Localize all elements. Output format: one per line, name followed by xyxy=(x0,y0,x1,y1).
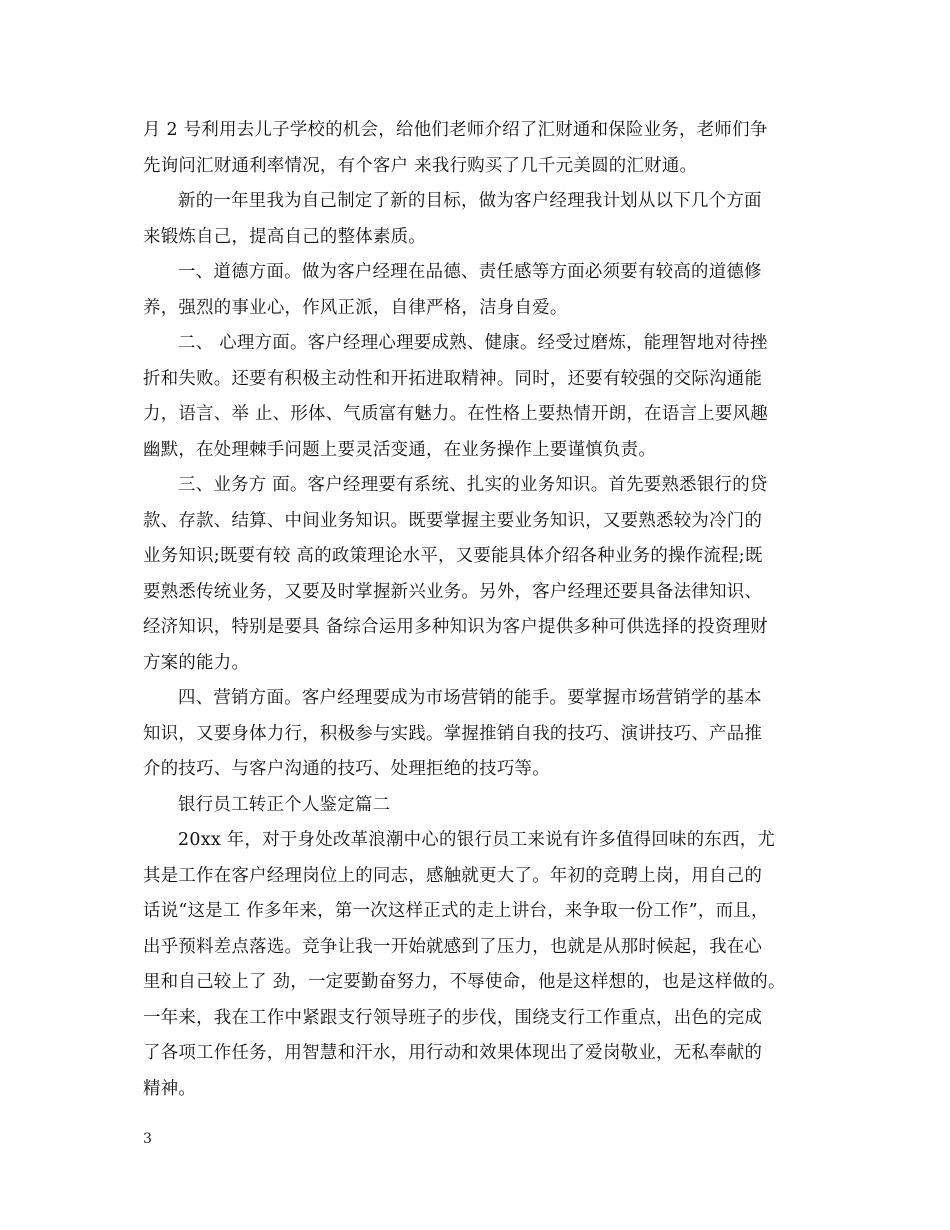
text-line: 月 2 号利用去儿子学校的机会，给他们老师介绍了汇财通和保险业务，老师们争 xyxy=(143,120,768,140)
text-line: 要熟悉传统业务，又要及时掌握新兴业务。另外，客户经理还要具备法律知识、 xyxy=(143,581,763,602)
text-line: 四、营销方面。客户经理要成为市场营销的能手。要掌握市场营销学的基本 xyxy=(178,688,762,708)
text-line: 先询问汇财通利率情况，有个客户 来我行购买了几千元美圆的汇财通。 xyxy=(143,155,698,176)
text-line: 话说“这是工 作多年来，第一次这样正式的走上讲台，来争取一份工作”，而且， xyxy=(143,901,769,921)
text-line: 里和自己较上了 劲，一定要勤奋努力，不辱使命，他是这样想的，也是这样做的。 xyxy=(143,972,786,992)
text-line: 出乎预料差点落选。竞争让我一开始就感到了压力，也就是从那时候起，我在心 xyxy=(143,936,763,957)
text-line: 银行员工转正个人鉴定篇二 xyxy=(178,794,391,815)
text-line: 一、道德方面。做为客户经理在品德、责任感等方面必须要有较高的道德修 xyxy=(178,262,762,282)
text-line: 折和失败。还要有积极主动性和开拓进取精神。同时，还要有较强的交际沟通能 xyxy=(143,368,763,389)
text-line: 力，语言、举 止、形体、气质富有魅力。在性格上要热情开朗，在语言上要风趣 xyxy=(143,404,769,424)
text-line: 养，强烈的事业心，作风正派，自律严格，洁身自爱。 xyxy=(143,297,568,318)
page-number: 3 xyxy=(143,1131,152,1147)
text-line: 来锻炼自己，提高自己的整体素质。 xyxy=(143,226,427,247)
text-line: 三、业务方 面。客户经理要有系统、扎实的业务知识。首先要熟悉银行的贷 xyxy=(178,475,768,495)
text-line: 款、存款、结算、中间业务知识。既要掌握主要业务知识，又要熟悉较为冷门的 xyxy=(143,510,763,531)
text-line: 20xx 年，对于身处改革浪潮中心的银行员工来说有许多值得回味的东西，尤 xyxy=(178,830,776,850)
text-line: 幽默，在处理棘手问题上要灵活变通，在业务操作上要谨慎负责。 xyxy=(143,439,657,460)
text-line: 经济知识，特别是要具 备综合运用多种知识为客户提供多种可供选择的投资理财 xyxy=(143,617,769,637)
text-line: 其是工作在客户经理岗位上的同志，感触就更大了。年初的竞聘上岗，用自己的 xyxy=(143,865,763,886)
text-line: 新的一年里我为自己制定了新的目标，做为客户经理我计划从以下几个方面 xyxy=(178,191,762,211)
text-line: 业务知识;既要有较 高的政策理论水平，又要能具体介绍各种业务的操作流程;既 xyxy=(143,546,763,566)
text-line: 知识，又要身体力行，积极参与实践。掌握推销自我的技巧、演讲技巧、产品推 xyxy=(143,723,763,744)
text-line: 精神。 xyxy=(143,1078,197,1099)
text-line: 方案的能力。 xyxy=(143,652,250,673)
text-line: 介的技巧、与客户沟通的技巧、处理拒绝的技巧等。 xyxy=(143,759,550,779)
text-line: 了各项工作任务，用智慧和汗水，用行动和效果体现出了爱岗敬业，无私奉献的 xyxy=(143,1043,763,1063)
text-line: 一年来，我在工作中紧跟支行领导班子的步伐，围绕支行工作重点，出色的完成 xyxy=(143,1007,763,1028)
document-body xyxy=(143,113,823,1107)
text-line: 二、 心理方面。客户经理心理要成熟、健康。经受过磨炼，能理智地对待挫 xyxy=(178,333,768,353)
